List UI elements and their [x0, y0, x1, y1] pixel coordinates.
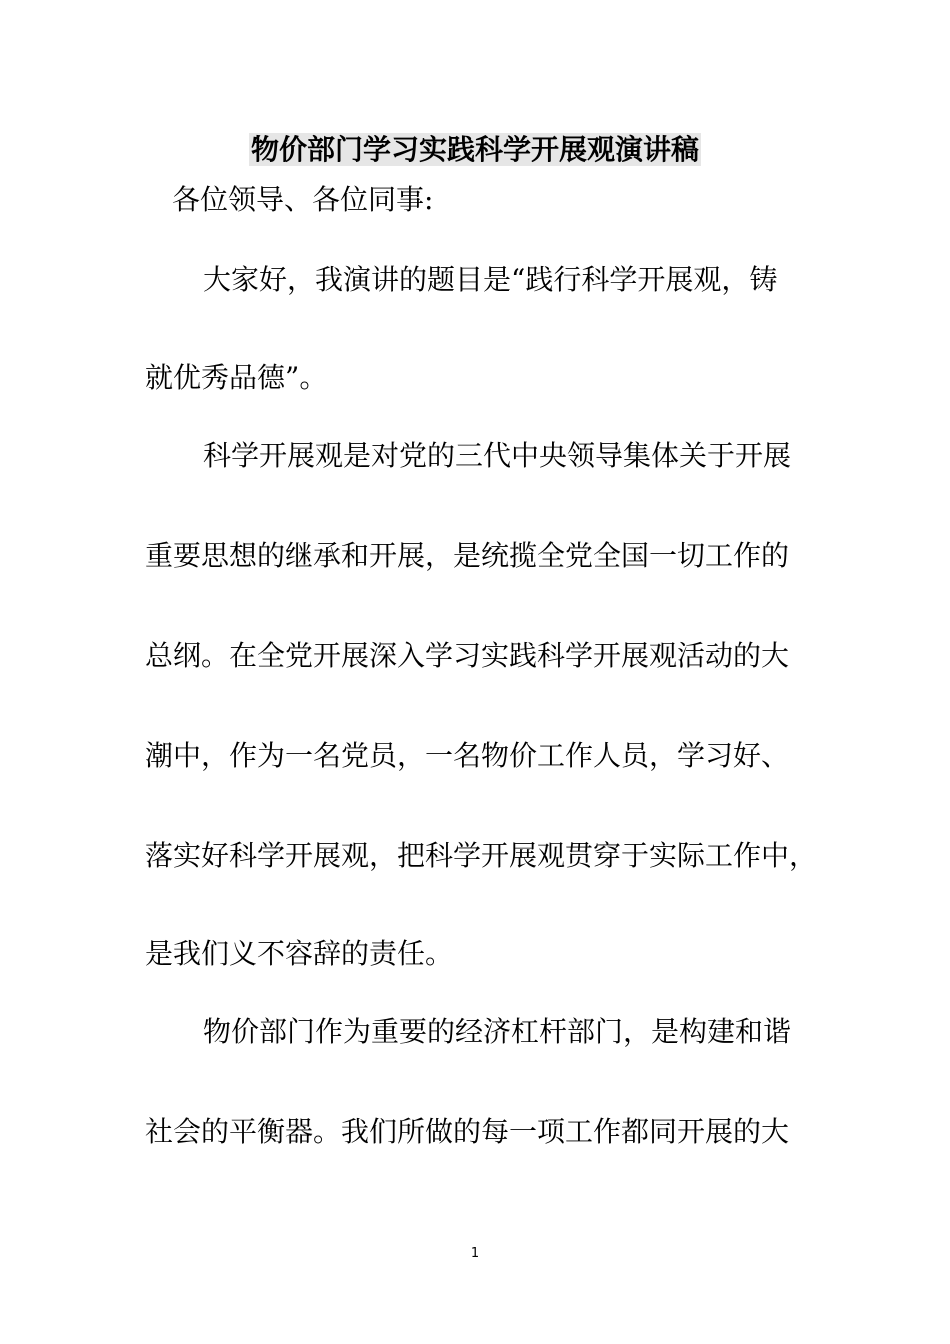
paragraph-line: 社会的平衡器。我们所做的每一项工作都同开展的大	[145, 1115, 790, 1148]
document-title	[0, 128, 950, 172]
salutation: 各位领导、各位同事:	[172, 183, 434, 216]
paragraph-line: 总纲。在全党开展深入学习实践科学开展观活动的大	[145, 639, 790, 672]
paragraph-line: 重要思想的继承和开展，是统揽全党全国一切工作的	[145, 539, 790, 572]
paragraph-line: 就优秀品德”。	[145, 361, 328, 394]
document-title-text: 物价部门学习实践科学开展观演讲稿	[250, 133, 699, 166]
paragraph-line: 科学开展观是对党的三代中央领导集体关于开展	[203, 439, 792, 472]
paragraph-line: 是我们义不容辞的责任。	[145, 937, 454, 970]
page-number: 1	[470, 1246, 480, 1261]
paragraph-line: 大家好，我演讲的题目是“践行科学开展观，铸	[203, 263, 778, 296]
paragraph-line: 落实好科学开展观，把科学开展观贯穿于实际工作中，	[145, 839, 818, 872]
paragraph-line: 物价部门作为重要的经济杠杆部门，是构建和谐	[203, 1015, 792, 1048]
paragraph-line: 潮中，作为一名党员，一名物价工作人员，学习好、	[145, 739, 790, 772]
